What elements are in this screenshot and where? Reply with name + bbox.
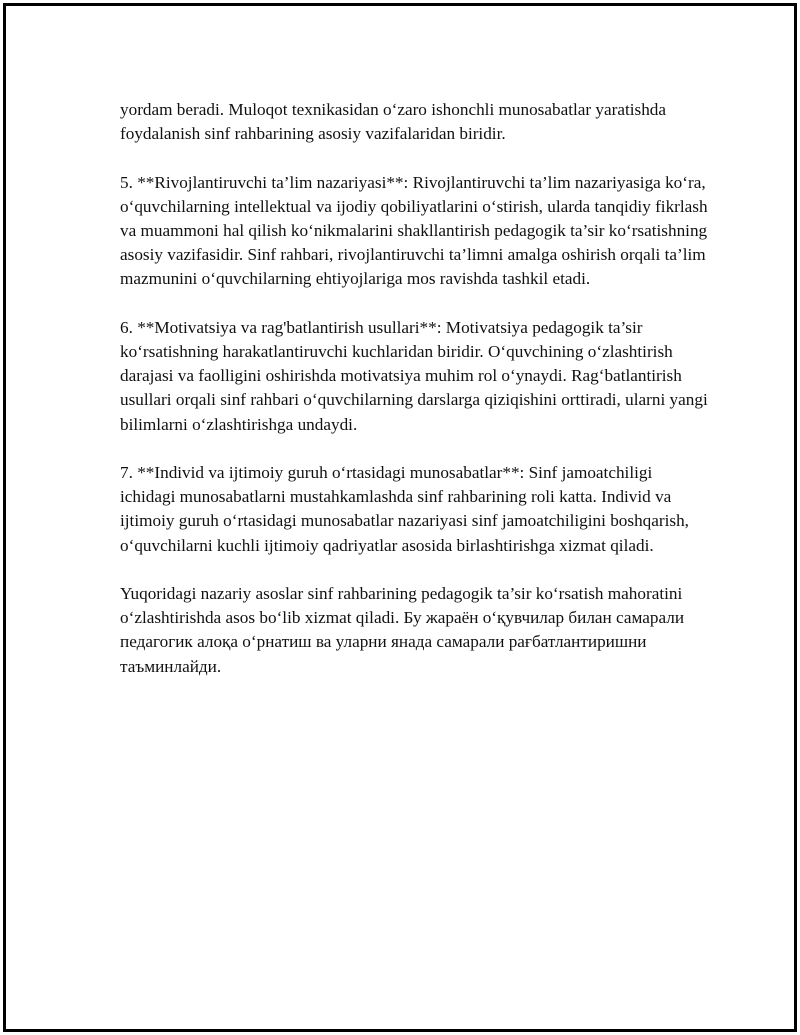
paragraph-continuation: yordam beradi. Muloqot texnikasidan o‘zaro ishonchli munosabatlar yaratishda foydalanish sinf rahbarining asosiy vazifalaridan biridir. (120, 100, 667, 144)
paragraph-item-6: 6. **Motivatsiya va rag'batlantirish usullari**: Motivatsiya pedagogik ta’sir ko‘rsatishning harakatlantiruvchi kuchlaridan biridir. O‘quvchining o‘zlashtirish darajasi va faolligini oshirishda motivatsiya muhim rol o‘ynaydi. Rag‘batlantirish usullari orqali sinf rahbari o‘quvchilarning darslarga qiziqishini orttiradi, ularni yangi bilimlarni o‘zlashtirishga undaydi. (120, 317, 708, 434)
document-body (120, 98, 710, 703)
paragraph-item-5: 5. **Rivojlantiruvchi ta’lim nazariyasi**: Rivojlantiruvchi ta’lim nazariyasiga ko‘ra, o‘quvchilarning intellektual va ijodiy qobiliyatlarini o‘stirish, ularda tanqidiy fikrlash va muammoni hal qilish ko‘nikmalarini shakllantirish pedagogik ta’sir ko‘rsatishning asosiy vazifasidir. Sinf rahbari, rivojlantiruvchi ta’limni amalga oshirish orqali ta’lim mazmunini o‘quvchilarning ehtiyojlariga mos ravishda tashkil etadi. (120, 172, 708, 289)
document-page (3, 3, 797, 1032)
paragraph-conclusion: Yuqoridagi nazariy asoslar sinf rahbarining pedagogik ta’sir ko‘rsatish mahoratini o‘zlashtirishda asos bo‘lib xizmat qiladi. Бу жараён о‘қувчилар билан самарали педагогик алоқа о‘рнатиш ва уларни янада самарали рағбатлантиришни таъминлайди. (120, 584, 685, 676)
paragraph-item-7: 7. **Individ va ijtimoiy guruh o‘rtasidagi munosabatlar**: Sinf jamoatchiligi ichidagi munosabatlarni mustahkamlashda sinf rahbarining roli katta. Individ va ijtimoiy guruh o‘rtasidagi munosabatlar nazariyasi sinf jamoatchiligini boshqarish, o‘quvchilarni kuchli ijtimoiy qadriyatlar asosida birlashtirishga xizmat qiladi. (120, 463, 689, 555)
